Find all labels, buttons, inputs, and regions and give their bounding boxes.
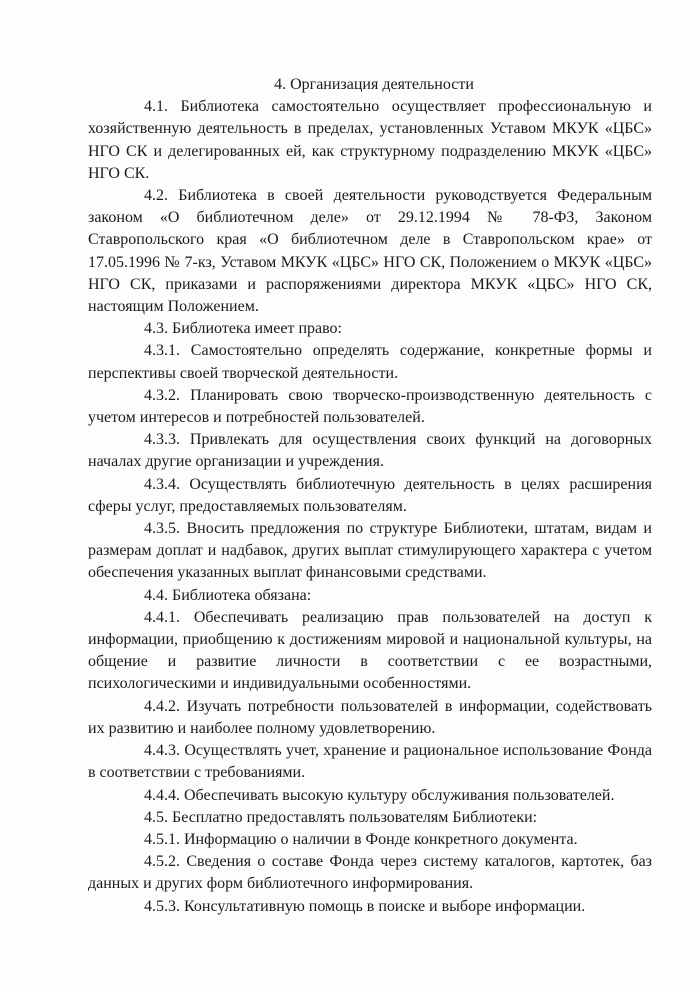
paragraph-4-4-3: 4.4.3. Осуществлять учет, хранение и рациональное использование Фонда в соответствии с требованиями.: [88, 742, 652, 782]
paragraph-4-3-1: 4.3.1. Самостоятельно определять содержание, конкретные формы и перспективы своей творческой деятельности.: [88, 342, 652, 382]
paragraph-4-1: 4.1. Библиотека самостоятельно осуществляет профессиональную и хозяйственную деятельность в пределах, установленных Уставом МКУК «ЦБС» НГО СК и делегированных ей, как структурному подразделению МКУК «ЦБС» НГО СК.: [88, 98, 652, 182]
paragraph-4-3-4: 4.3.4. Осуществлять библиотечную деятельность в целях расширения сферы услуг, предоставляемых пользователям.: [88, 475, 652, 515]
paragraph-4-4-4: 4.4.4. Обеспечивать высокую культуру обслуживания пользователей.: [144, 786, 615, 804]
paragraph-4-5-2: 4.5.2. Сведения о составе Фонда через систему каталогов, картотек, баз данных и других форм библиотечного информирования.: [88, 853, 652, 893]
paragraph-4-3-3: 4.3.3. Привлекать для осуществления своих функций на договорных началах другие организации и учреждения.: [88, 431, 652, 471]
paragraph-4-4-2: 4.4.2. Изучать потребности пользователей в информации, содействовать их развитию и наиболее полному удовлетворению.: [88, 697, 652, 737]
paragraph-4-3: 4.3. Библиотека имеет право:: [144, 320, 342, 338]
paragraph-4-3-5: 4.3.5. Вносить предложения по структуре Библиотеки, штатам, видам и размерам доплат и надбавок, других выплат стимулирующего характера с учетом обеспечения указанных выплат финансовыми средствами.: [88, 520, 652, 582]
paragraph-4-5: 4.5. Бесплатно предоставлять пользователям Библиотеки:: [144, 808, 538, 826]
paragraph-4-2: 4.2. Библиотека в своей деятельности руководствуется Федеральным законом «О библиотечном деле» от 29.12.1994 № 78-ФЗ, Законом Ставропольского края «О библиотечном деле в Ставропольском крае» от 17.05.1996 № 7-кз, Уставом МКУК «ЦБС» НГО СК, Положением о МКУК «ЦБС» НГО СК, приказами и распоряжениями директора МКУК «ЦБС» НГО СК, настоящим Положением.: [88, 187, 652, 316]
paragraph-4-4: 4.4. Библиотека обязана:: [144, 586, 312, 604]
paragraph-4-3-2: 4.3.2. Планировать свою творческо-производственную деятельность с учетом интересов и потребностей пользователей.: [88, 386, 652, 427]
document-body: [88, 74, 652, 918]
paragraph-4-5-3: 4.5.3. Консультативную помощь в поиске и выборе информации.: [144, 897, 586, 915]
paragraph-4-5-1: 4.5.1. Информацию о наличии в Фонде конкретного документа.: [144, 830, 578, 848]
paragraph-4-4-1: 4.4.1. Обеспечивать реализацию прав пользователей на доступ к информации, приобщению к достижениям мировой и национальной культуры, на общение и развитие личности в соответствии с ее возрастными, психологическими и индивидуальными особенностями.: [88, 608, 652, 693]
section-title: 4. Организация деятельности: [274, 76, 474, 93]
